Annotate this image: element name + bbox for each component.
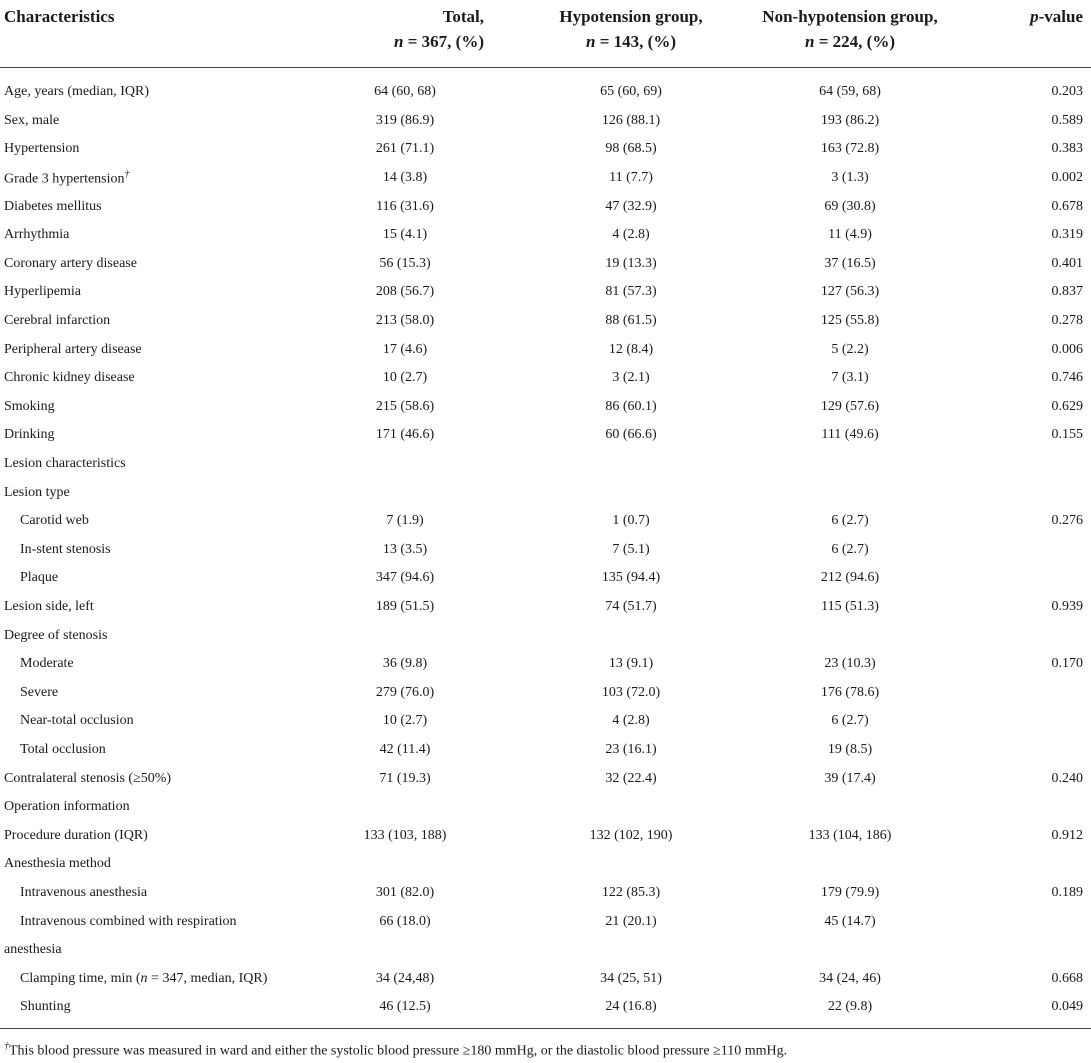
cell-non-hypotension: 23 (10.3) xyxy=(824,656,876,672)
cell-hypotension: 4 (2.8) xyxy=(612,227,650,243)
cell-total xyxy=(318,450,528,479)
row-label xyxy=(0,707,318,736)
cell-total: 261 (71.1) xyxy=(375,141,435,157)
cell-total xyxy=(318,936,528,965)
cell-p-value: 0.668 xyxy=(1051,970,1083,986)
row-label xyxy=(0,964,318,993)
footnote-text: This blood pressure was measured in ward and either the systolic blood pressure ≥180 mmHg, or the diastolic blood pressure ≥110 mmHg. xyxy=(9,1043,788,1059)
table-row xyxy=(0,278,1091,307)
cell-non-hypotension: 45 (14.7) xyxy=(824,913,876,929)
row-label xyxy=(0,650,318,679)
cell-total: 36 (9.8) xyxy=(382,656,428,672)
cell-non-hypotension: 193 (86.2) xyxy=(820,112,880,128)
cell-p-value: 0.049 xyxy=(966,993,1091,1028)
cell-p-value xyxy=(966,850,1091,879)
cell-non-hypotension: 3 (1.3) xyxy=(831,170,869,186)
cell-total xyxy=(318,793,528,822)
cell-non-hypotension xyxy=(734,936,966,965)
cell-total: 42 (11.4) xyxy=(379,741,431,757)
cell-total: 347 (94.6) xyxy=(375,570,435,586)
cell-hypotension: 11 (7.7) xyxy=(609,170,653,186)
cell-non-hypotension: 39 (17.4) xyxy=(824,770,876,786)
cell-p-value: 0.155 xyxy=(1051,427,1083,443)
cell-hypotension: 65 (60, 69) xyxy=(600,84,662,100)
row-label-text: Arrhythmia xyxy=(4,227,70,243)
row-label-text: Smoking xyxy=(4,398,55,414)
cell-non-hypotension: 125 (55.8) xyxy=(820,313,880,329)
row-label-text: Severe xyxy=(20,684,59,700)
header-hypotension-line1: Hypotension group, xyxy=(559,7,703,26)
cell-p-value xyxy=(966,736,1091,765)
header-total-line1: Total, xyxy=(442,7,484,26)
cell-total: 116 (31.6) xyxy=(376,198,434,214)
cell-hypotension: 98 (68.5) xyxy=(605,141,657,157)
cell-non-hypotension: 111 (49.6) xyxy=(821,427,879,443)
cell-total: 15 (4.1) xyxy=(382,227,428,243)
cell-p-value: 0.383 xyxy=(1051,141,1083,157)
cell-p-value: 0.002 xyxy=(1051,170,1083,186)
cell-non-hypotension: 129 (57.6) xyxy=(820,398,880,414)
header-hypotension-line2 xyxy=(528,29,734,54)
cell-total: 301 (82.0) xyxy=(375,884,435,900)
cell-hypotension xyxy=(528,621,734,650)
cell-non-hypotension xyxy=(734,621,966,650)
cell-hypotension: 126 (88.1) xyxy=(601,112,661,128)
footnote xyxy=(4,1041,787,1060)
header-hypotension-n: n xyxy=(586,32,596,51)
row-label-text: Plaque xyxy=(20,570,59,586)
row-label-text: Moderate xyxy=(20,656,74,672)
cell-p-value xyxy=(966,936,1091,965)
cell-hypotension: 24 (16.8) xyxy=(528,993,734,1028)
cell-p-value: 0.589 xyxy=(1051,112,1083,128)
table-row xyxy=(0,879,1091,908)
cell-p-value: 0.939 xyxy=(1051,598,1083,614)
cell-non-hypotension: 6 (2.7) xyxy=(831,541,869,557)
table-row xyxy=(0,393,1091,422)
row-label-text: Total occlusion xyxy=(20,741,106,757)
row-label-text: Near-total occlusion xyxy=(20,713,134,729)
cell-p-value: 0.629 xyxy=(1051,398,1083,414)
row-label-text: Lesion type xyxy=(4,484,70,500)
cell-hypotension: 23 (16.1) xyxy=(605,741,657,757)
cell-total: 215 (58.6) xyxy=(375,398,435,414)
table-row xyxy=(0,68,1091,107)
cell-p-value xyxy=(966,707,1091,736)
cell-hypotension: 3 (2.1) xyxy=(612,370,650,386)
cell-hypotension: 12 (8.4) xyxy=(608,341,654,357)
cell-p-value xyxy=(966,450,1091,479)
cell-hypotension: 122 (85.3) xyxy=(601,884,661,900)
row-label xyxy=(0,135,318,164)
row-label xyxy=(0,164,318,193)
header-total-count: = 367, (%) xyxy=(403,32,484,51)
header-p-value-text xyxy=(966,4,1083,29)
table-row xyxy=(0,307,1091,336)
table-body xyxy=(0,68,1091,1029)
header-p-value xyxy=(966,0,1091,68)
table-row xyxy=(0,478,1091,507)
table-row xyxy=(0,650,1091,679)
cell-p-value xyxy=(966,478,1091,507)
cell-non-hypotension: 133 (104, 186) xyxy=(808,827,892,843)
row-label xyxy=(0,421,318,450)
cell-non-hypotension: 34 (24, 46) xyxy=(819,970,881,986)
row-label-text: Coronary artery disease xyxy=(4,255,137,271)
cell-p-value: 0.170 xyxy=(1051,656,1083,672)
row-label xyxy=(0,107,318,136)
cell-total: 71 (19.3) xyxy=(379,770,431,786)
row-label-text: Cerebral infarction xyxy=(4,313,111,329)
table-row xyxy=(0,135,1091,164)
cell-hypotension: 103 (72.0) xyxy=(601,684,661,700)
cell-hypotension: 135 (94.4) xyxy=(601,570,661,586)
cell-non-hypotension: 5 (2.2) xyxy=(831,341,869,357)
cell-total: 10 (2.7) xyxy=(382,370,428,386)
footnote-mark: † xyxy=(4,1041,9,1052)
row-label xyxy=(0,278,318,307)
header-total-n: n xyxy=(394,32,404,51)
table-row xyxy=(0,421,1091,450)
cell-p-value: 0.240 xyxy=(1051,770,1083,786)
cell-total: 279 (76.0) xyxy=(375,684,435,700)
cell-total xyxy=(318,621,528,650)
row-label-text-post: = 347, median, IQR) xyxy=(147,970,268,986)
table-row xyxy=(0,593,1091,622)
cell-total: 189 (51.5) xyxy=(375,598,435,614)
header-p-italic: p xyxy=(1030,7,1039,26)
cell-p-value xyxy=(966,564,1091,593)
cell-hypotension: 74 (51.7) xyxy=(605,598,657,614)
row-label xyxy=(0,993,318,1028)
table-row xyxy=(0,221,1091,250)
row-label-text: Diabetes mellitus xyxy=(4,198,102,214)
cell-p-value: 0.678 xyxy=(1051,198,1083,214)
row-label-text: Peripheral artery disease xyxy=(4,341,142,357)
row-label-text: Grade 3 hypertension xyxy=(4,171,125,187)
cell-non-hypotension: 64 (59, 68) xyxy=(819,84,881,100)
row-label-n: n xyxy=(140,970,148,986)
row-label-text: Intravenous combined with respiration xyxy=(20,913,237,929)
row-label xyxy=(0,793,318,822)
row-label xyxy=(0,450,318,479)
row-label-text: anesthesia xyxy=(4,942,62,958)
cell-p-value: 0.837 xyxy=(1051,284,1083,300)
cell-non-hypotension xyxy=(734,793,966,822)
cell-hypotension xyxy=(528,936,734,965)
table-row xyxy=(0,107,1091,136)
cell-total: 34 (24,48) xyxy=(375,970,435,986)
row-label-text: Degree of stenosis xyxy=(4,627,108,643)
row-label xyxy=(0,850,318,879)
cell-non-hypotension: 69 (30.8) xyxy=(824,198,876,214)
row-label xyxy=(0,621,318,650)
cell-hypotension: 4 (2.8) xyxy=(612,713,650,729)
cell-total: 66 (18.0) xyxy=(379,913,431,929)
table-row xyxy=(0,364,1091,393)
header-non-hypotension-line2 xyxy=(734,29,966,54)
cell-hypotension: 81 (57.3) xyxy=(605,284,657,300)
row-label xyxy=(0,936,318,965)
row-label-text: Carotid web xyxy=(20,513,89,529)
header-row xyxy=(0,0,1091,68)
row-label-text: Anesthesia method xyxy=(4,856,111,872)
cell-hypotension: 1 (0.7) xyxy=(612,513,650,529)
row-label-text: Chronic kidney disease xyxy=(4,370,135,386)
table-row xyxy=(0,707,1091,736)
cell-total: 14 (3.8) xyxy=(382,170,428,186)
cell-p-value: 0.006 xyxy=(1051,341,1083,357)
table-row xyxy=(0,335,1091,364)
row-label xyxy=(0,764,318,793)
row-label xyxy=(0,192,318,221)
cell-p-value: 0.278 xyxy=(1051,313,1083,329)
table-row xyxy=(0,850,1091,879)
table-row xyxy=(0,164,1091,193)
cell-total: 319 (86.9) xyxy=(375,112,435,128)
cell-hypotension xyxy=(528,793,734,822)
table-row xyxy=(0,993,1091,1028)
cell-hypotension: 132 (102, 190) xyxy=(589,827,673,843)
row-label xyxy=(0,678,318,707)
row-label-text: Lesion characteristics xyxy=(4,456,126,472)
row-label-text: Hypertension xyxy=(4,141,80,157)
cell-total: 213 (58.0) xyxy=(375,313,435,329)
cell-non-hypotension: 22 (9.8) xyxy=(734,993,966,1028)
table-row xyxy=(0,564,1091,593)
row-label-text: Shunting xyxy=(20,999,71,1015)
row-label xyxy=(0,335,318,364)
row-label xyxy=(0,593,318,622)
table-header xyxy=(0,0,1091,68)
cell-total: 13 (3.5) xyxy=(382,541,428,557)
cell-hypotension xyxy=(528,850,734,879)
row-label-text: Sex, male xyxy=(4,112,60,128)
row-label xyxy=(0,507,318,536)
header-characteristics-text: Characteristics xyxy=(4,7,115,26)
header-p-rest: -value xyxy=(1038,7,1083,26)
header-non-hypotension xyxy=(734,0,966,68)
cell-non-hypotension xyxy=(734,850,966,879)
row-label xyxy=(0,821,318,850)
cell-non-hypotension xyxy=(734,478,966,507)
cell-total: 208 (56.7) xyxy=(375,284,435,300)
row-label xyxy=(0,307,318,336)
table-row xyxy=(0,936,1091,965)
cell-non-hypotension: 6 (2.7) xyxy=(831,713,869,729)
cell-total: 46 (12.5) xyxy=(318,993,528,1028)
cell-total: 56 (15.3) xyxy=(379,255,431,271)
cell-p-value: 0.319 xyxy=(1051,227,1083,243)
cell-hypotension: 13 (9.1) xyxy=(608,656,654,672)
cell-p-value: 0.203 xyxy=(1051,84,1083,100)
cell-hypotension: 60 (66.6) xyxy=(605,427,657,443)
table-row xyxy=(0,507,1091,536)
row-label xyxy=(0,879,318,908)
row-label xyxy=(0,221,318,250)
cell-hypotension: 32 (22.4) xyxy=(605,770,657,786)
cell-hypotension: 19 (13.3) xyxy=(605,255,657,271)
header-non-hypotension-count: = 224, (%) xyxy=(814,32,895,51)
cell-p-value xyxy=(966,678,1091,707)
header-non-hypotension-n: n xyxy=(805,32,815,51)
table-row xyxy=(0,621,1091,650)
row-label xyxy=(0,564,318,593)
table-row xyxy=(0,536,1091,565)
row-label xyxy=(0,68,318,107)
cell-hypotension: 47 (32.9) xyxy=(605,198,657,214)
cell-p-value: 0.276 xyxy=(1051,513,1083,529)
cell-p-value xyxy=(966,907,1091,936)
row-label-text: Age, years (median, IQR) xyxy=(4,84,150,100)
cell-total: 64 (60, 68) xyxy=(374,84,436,100)
cell-p-value xyxy=(966,536,1091,565)
cell-non-hypotension: 7 (3.1) xyxy=(831,370,869,386)
cell-p-value: 0.746 xyxy=(1051,370,1083,386)
header-total xyxy=(318,0,528,68)
cell-p-value: 0.189 xyxy=(1051,884,1083,900)
row-label xyxy=(0,250,318,279)
cell-hypotension: 34 (25, 51) xyxy=(600,970,662,986)
cell-p-value xyxy=(966,621,1091,650)
table-row xyxy=(0,192,1091,221)
row-label-text: Operation information xyxy=(4,799,130,815)
row-label xyxy=(0,478,318,507)
cell-p-value xyxy=(966,793,1091,822)
table-row xyxy=(0,793,1091,822)
cell-non-hypotension: 11 (4.9) xyxy=(828,227,872,243)
cell-total: 7 (1.9) xyxy=(386,513,424,529)
cell-hypotension xyxy=(528,478,734,507)
cell-non-hypotension: 163 (72.8) xyxy=(820,141,880,157)
table-row xyxy=(0,678,1091,707)
header-non-hypotension-line1: Non-hypotension group, xyxy=(762,7,938,26)
cell-hypotension: 7 (5.1) xyxy=(612,541,650,557)
row-label xyxy=(0,736,318,765)
cell-p-value: 0.912 xyxy=(1051,827,1083,843)
cell-total: 17 (4.6) xyxy=(382,341,428,357)
cell-hypotension: 21 (20.1) xyxy=(605,913,657,929)
cell-total: 171 (46.6) xyxy=(375,427,435,443)
cell-non-hypotension: 127 (56.3) xyxy=(820,284,880,300)
row-label-text: Drinking xyxy=(4,427,55,443)
row-label-footnote-mark: † xyxy=(124,168,130,180)
header-total-line2 xyxy=(318,29,484,54)
header-hypotension-count: = 143, (%) xyxy=(595,32,676,51)
cell-non-hypotension: 19 (8.5) xyxy=(827,741,873,757)
header-hypotension xyxy=(528,0,734,68)
cell-p-value: 0.401 xyxy=(1051,255,1083,271)
row-label-text: Lesion side, left xyxy=(4,598,94,614)
table-row xyxy=(0,964,1091,993)
cell-hypotension: 86 (60.1) xyxy=(605,398,657,414)
cell-non-hypotension: 179 (79.9) xyxy=(820,884,880,900)
cell-non-hypotension: 115 (51.3) xyxy=(821,598,879,614)
row-label-text: Procedure duration (IQR) xyxy=(4,827,148,843)
header-characteristics xyxy=(0,0,318,68)
row-label-text: Hyperlipemia xyxy=(4,284,81,300)
cell-total xyxy=(318,850,528,879)
table-row xyxy=(0,736,1091,765)
row-label-text: In-stent stenosis xyxy=(20,541,111,557)
cell-non-hypotension: 37 (16.5) xyxy=(824,255,876,271)
cell-total xyxy=(318,478,528,507)
row-label xyxy=(0,364,318,393)
cell-non-hypotension: 212 (94.6) xyxy=(820,570,880,586)
table-row xyxy=(0,450,1091,479)
cell-hypotension xyxy=(528,450,734,479)
cell-hypotension: 88 (61.5) xyxy=(605,313,657,329)
table-row xyxy=(0,821,1091,850)
row-label xyxy=(0,907,318,936)
table-row xyxy=(0,907,1091,936)
table-row xyxy=(0,764,1091,793)
row-label-text: Contralateral stenosis (≥50%) xyxy=(4,770,172,786)
row-label xyxy=(0,393,318,422)
table-row xyxy=(0,250,1091,279)
cell-non-hypotension: 6 (2.7) xyxy=(831,513,869,529)
row-label xyxy=(0,536,318,565)
row-label-text-pre: Clamping time, min ( xyxy=(20,970,141,986)
row-label-text: Intravenous anesthesia xyxy=(20,884,148,900)
cell-non-hypotension xyxy=(734,450,966,479)
cell-non-hypotension: 176 (78.6) xyxy=(820,684,880,700)
cell-total: 133 (103, 188) xyxy=(363,827,447,843)
cell-total: 10 (2.7) xyxy=(382,713,428,729)
